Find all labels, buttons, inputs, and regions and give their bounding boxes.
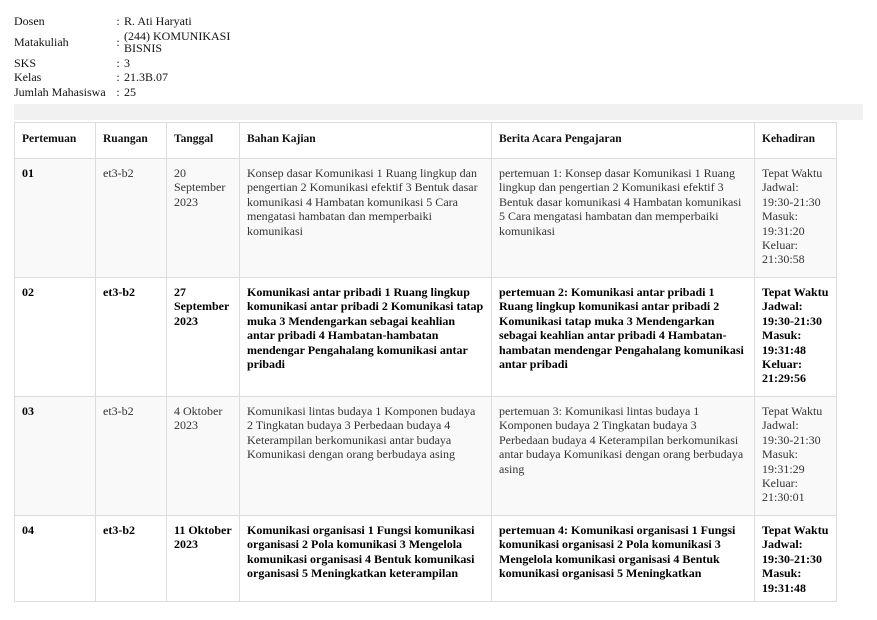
cell-berita-acara: pertemuan 2: Komunikasi antar pribadi 1 Ruang lingkup komunikasi antar pribadi 2 Komunikasi tatap muka 3 Mendengarkan sebagai keahlian antar pribadi 4 Hambatan-hambatan mendengar Pengahalang komunikasi antar pribadi [492,278,755,397]
cell-bahan-kajian: Komunikasi organisasi 1 Fungsi komunikasi organisasi 2 Pola komunikasi 3 Mengelola komunikasi organisasi 4 Bentuk komunikasi organisasi 5 Meningkatkan keterampilan [240,516,492,602]
cell-tanggal: 27 September 2023 [167,278,240,397]
kehadiran-masuk: Masuk: 19:31:29 [762,447,805,476]
kehadiran-keluar: Keluar: 21:29:56 [762,357,806,386]
table-row [15,516,837,602]
info-label: SKS [14,55,37,70]
kehadiran-masuk: Masuk: 19:31:20 [762,209,805,238]
info-value: 25 [124,84,136,99]
cell-ruangan: et3-b2 [96,278,167,397]
cell-berita-acara: pertemuan 4: Komunikasi organisasi 1 Fungsi komunikasi organisasi 2 Pola komunikasi 3 Mengelola komunikasi organisasi 4 Bentuk komunikasi organisasi 5 Meningkatkan [492,516,755,602]
cell-ruangan: et3-b2 [96,516,167,602]
cell-bahan-kajian: Komunikasi antar pribadi 1 Ruang lingkup komunikasi antar pribadi 2 Komunikasi tatap muka 3 Mendengarkan sebagai keahlian antar pribadi 4 Hambatan-hambatan mendengar Pengahalang komunikasi antar pribadi [240,278,492,397]
cell-tanggal: 11 Oktober 2023 [167,516,240,602]
info-label: Kelas [14,70,42,84]
cell-kehadiran [755,159,837,278]
kehadiran-keluar: Keluar: 21:30:01 [762,476,805,505]
info-label: Matakuliah [14,34,69,49]
info-value: (244) KOMUNIKASI BISNIS [124,28,231,55]
cell-pertemuan: 02 [15,278,96,397]
header-ruangan: Ruangan [96,123,167,159]
divider-bar [14,104,863,120]
info-row-dosen: Dosen : R. Ati Haryati [14,14,239,29]
cell-kehadiran [755,278,837,397]
info-label: Jumlah Mahasiswa [14,84,106,99]
attendance-table [14,122,837,602]
cell-berita-acara: pertemuan 1: Konsep dasar Komunikasi 1 Ruang lingkup dan pengertian 2 Komunikasi efektif 3 Bentuk dasar komunikasi 4 Hambatan komunikasi 5 Cara mengatasi hambatan dan memperbaiki komunikasi [492,159,755,278]
kehadiran-masuk: Masuk: 19:31:48 [762,328,806,357]
cell-berita-acara: pertemuan 3: Komunikasi lintas budaya 1 Komponen budaya 2 Tingkatan budaya 3 Perbedaan budaya 4 Keterampilan berkomunikasi antar budaya Komunikasi dengan orang berbudaya asing [492,397,755,516]
kehadiran-masuk: Masuk: 19:31:48 [762,566,806,595]
info-value: R. Ati Haryati [124,14,192,28]
header-kehadiran: Kehadiran [755,123,837,159]
cell-tanggal: 20 September 2023 [167,159,240,278]
info-value: 3 [124,55,130,70]
header-pertemuan: Pertemuan [15,123,96,159]
info-row-sks: SKS : 3 [14,56,239,71]
kehadiran-status: Tepat Waktu [762,404,823,418]
kehadiran-keluar: Keluar: 21:30:58 [762,238,805,267]
cell-ruangan: et3-b2 [96,159,167,278]
cell-tanggal: 4 Oktober 2023 [167,397,240,516]
cell-ruangan: et3-b2 [96,397,167,516]
kehadiran-jadwal: Jadwal: 19:30-21:30 [762,418,821,447]
kehadiran-status: Tepat Waktu [762,523,829,537]
info-row-kelas: Kelas : 21.3B.07 [14,70,239,85]
kehadiran-jadwal: Jadwal: 19:30-21:30 [762,299,822,328]
header-berita-acara: Berita Acara Pengajaran [492,123,755,159]
info-label: Dosen [14,14,45,28]
cell-bahan-kajian: Konsep dasar Komunikasi 1 Ruang lingkup dan pengertian 2 Komunikasi efektif 3 Bentuk dasar komunikasi 4 Hambatan komunikasi 5 Cara mengatasi hambatan dan memperbaiki komunikasi [240,159,492,278]
kehadiran-jadwal: Jadwal: 19:30-21:30 [762,537,822,566]
kehadiran-status: Tepat Waktu [762,285,829,299]
table-header-row [15,123,837,159]
table-row [15,397,837,516]
cell-pertemuan: 04 [15,516,96,602]
table-row [15,159,837,278]
kehadiran-status: Tepat Waktu [762,166,823,180]
course-info [14,14,239,99]
kehadiran-jadwal: Jadwal: 19:30-21:30 [762,180,821,209]
cell-pertemuan: 03 [15,397,96,516]
cell-kehadiran [755,516,837,602]
info-row-matakuliah: Matakuliah : (244) KOMUNIKASI BISNIS [14,29,239,56]
header-tanggal: Tanggal [167,123,240,159]
table-row [15,278,837,397]
cell-pertemuan: 01 [15,159,96,278]
header-bahan-kajian: Bahan Kajian [240,123,492,159]
cell-bahan-kajian: Komunikasi lintas budaya 1 Komponen budaya 2 Tingkatan budaya 3 Perbedaan budaya 4 Keterampilan berkomunikasi antar budaya Komunikasi dengan orang berbudaya asing [240,397,492,516]
info-row-jumlah: Jumlah Mahasiswa : 25 [14,85,239,100]
cell-kehadiran [755,397,837,516]
info-value: 21.3B.07 [124,70,169,84]
